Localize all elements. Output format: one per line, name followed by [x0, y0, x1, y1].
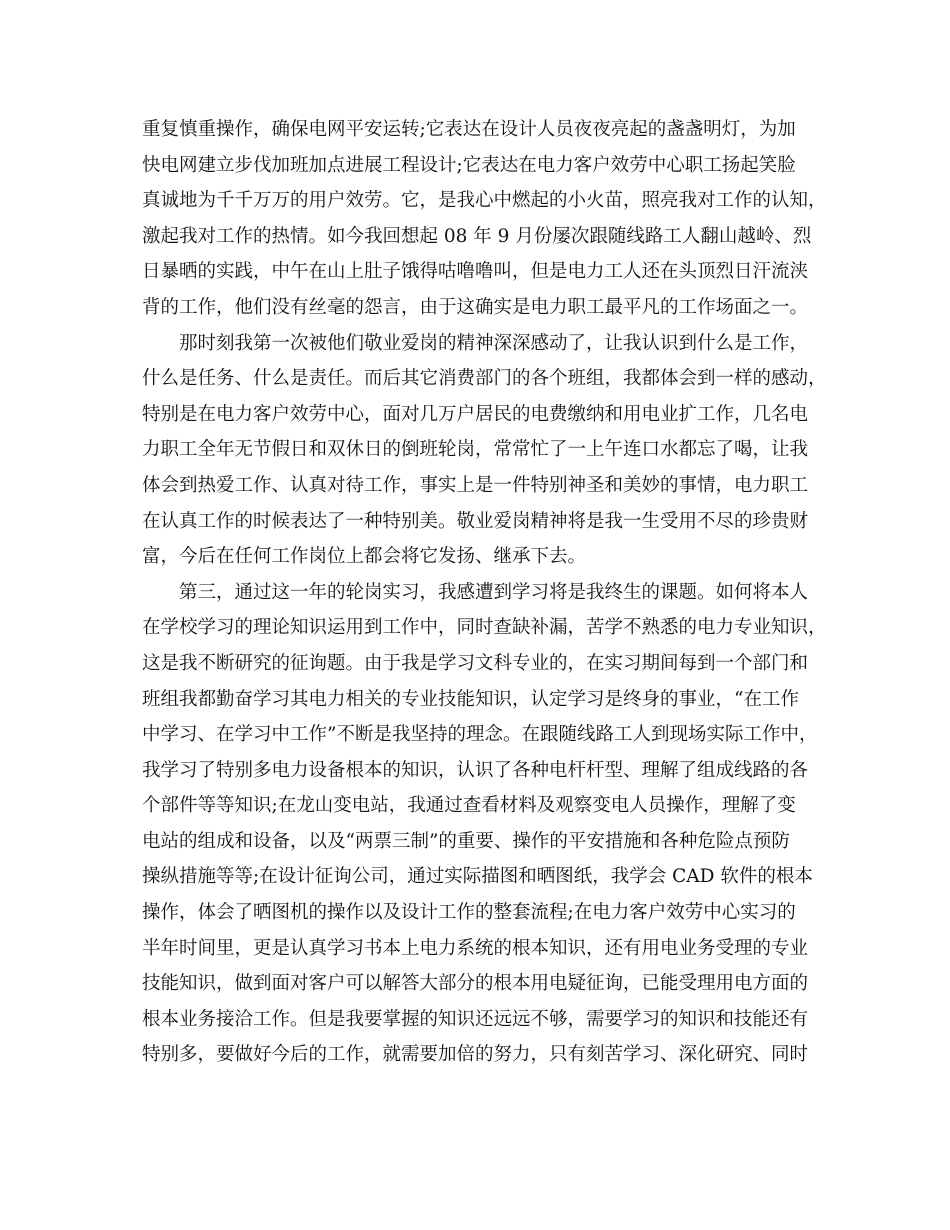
text-line: 体会到热爱工作、认真对待工作，事实上是一件特别神圣和美妙的事情，电力职工	[142, 474, 809, 496]
text-line: 富，今后在任何工作岗位上都会将它发扬、继承下去。	[142, 546, 587, 568]
text-line: 个部件等等知识;在龙山变电站，我通过查看材料及观察变电人员操作，理解了变	[142, 795, 796, 817]
text-line: 快电网建立步伐加班加点进展工程设计;它表达在电力客户效劳中心职工扬起笑脸	[142, 154, 796, 176]
text-line: 激起我对工作的热情。如今我回想起 08 年 9 月份屡次跟随线路工人翻山越岭、烈	[142, 225, 812, 247]
text-line: 这是我不断研究的征询题。由于我是学习文科专业的，在实习期间每到一个部门和	[142, 652, 809, 674]
text-line: 在认真工作的时候表达了一种特别美。敬业爱岗精神将是我一生受用不尽的珍贵财	[142, 510, 809, 532]
paragraph-1	[142, 112, 827, 326]
text-line: 重复慎重操作，确保电网平安运转;它表达在设计人员夜夜亮起的盏盏明灯，为加	[142, 119, 796, 140]
text-line: 第三，通过这一年的轮岗实习，我感遭到学习将是我终生的课题。如何将本人	[179, 581, 809, 603]
text-line: 日暴晒的实践，中午在山上肚子饿得咕噜噜叫，但是电力工人还在头顶烈日汗流浃	[142, 261, 809, 283]
text-line: 在学校学习的理论知识运用到工作中，同时查缺补漏，苦学不熟悉的电力专业知识，	[142, 617, 827, 639]
text-line: 半年时间里，更是认真学习书本上电力系统的根本知识，还有用电业务受理的专业	[142, 937, 809, 959]
paragraph-3	[142, 575, 827, 1073]
text-line: 那时刻我第一次被他们敬业爱岗的精神深深感动了，让我认识到什么是工作，	[179, 332, 809, 354]
text-line: 什么是任务、什么是责任。而后其它消费部门的各个班组，我都体会到一样的感动，	[142, 368, 827, 390]
text-line: 特别多，要做好今后的工作，就需要加倍的努力，只有刻苦学习、深化研究、同时	[142, 1044, 809, 1066]
text-line: 我学习了特别多电力设备根本的知识，认识了各种电杆杆型、理解了组成线路的各	[142, 759, 809, 781]
text-line: 技能知识，做到面对客户可以解答大部分的根本用电疑征询，已能受理用电方面的	[142, 973, 809, 995]
text-line: 操作，体会了晒图机的操作以及设计工作的整套流程;在电力客户效劳中心实习的	[142, 902, 796, 924]
paragraph-2	[142, 326, 827, 575]
text-line: 特别是在电力客户效劳中心，面对几万户居民的电费缴纳和用电业扩工作，几名电	[142, 403, 809, 425]
text-line: 中学习、在学习中工作”不断是我坚持的理念。在跟随线路工人到现场实际工作中，	[142, 724, 818, 746]
text-line: 力职工全年无节假日和双休日的倒班轮岗，常常忙了一上午连口水都忘了喝，让我	[142, 439, 809, 461]
text-line: 背的工作，他们没有丝毫的怨言，由于这确实是电力职工最平凡的工作场面之一。	[142, 296, 809, 318]
text-line: 电站的组成和设备，以及“两票三制”的重要、操作的平安措施和各种危险点预防	[142, 830, 790, 852]
text-line: 操纵措施等等;在设计征询公司，通过实际描图和晒图纸，我学会 CAD 软件的根本	[142, 866, 813, 888]
text-line: 真诚地为千千万万的用户效劳。它，是我心中燃起的小火苗，照亮我对工作的认知，	[142, 190, 827, 212]
text-line: 班组我都勤奋学习其电力相关的专业技能知识，认定学习是终身的事业，“在工作	[142, 688, 799, 710]
document-body	[142, 112, 827, 1073]
text-line: 根本业务接洽工作。但是我要掌握的知识还远远不够，需要学习的知识和技能还有	[142, 1008, 809, 1030]
